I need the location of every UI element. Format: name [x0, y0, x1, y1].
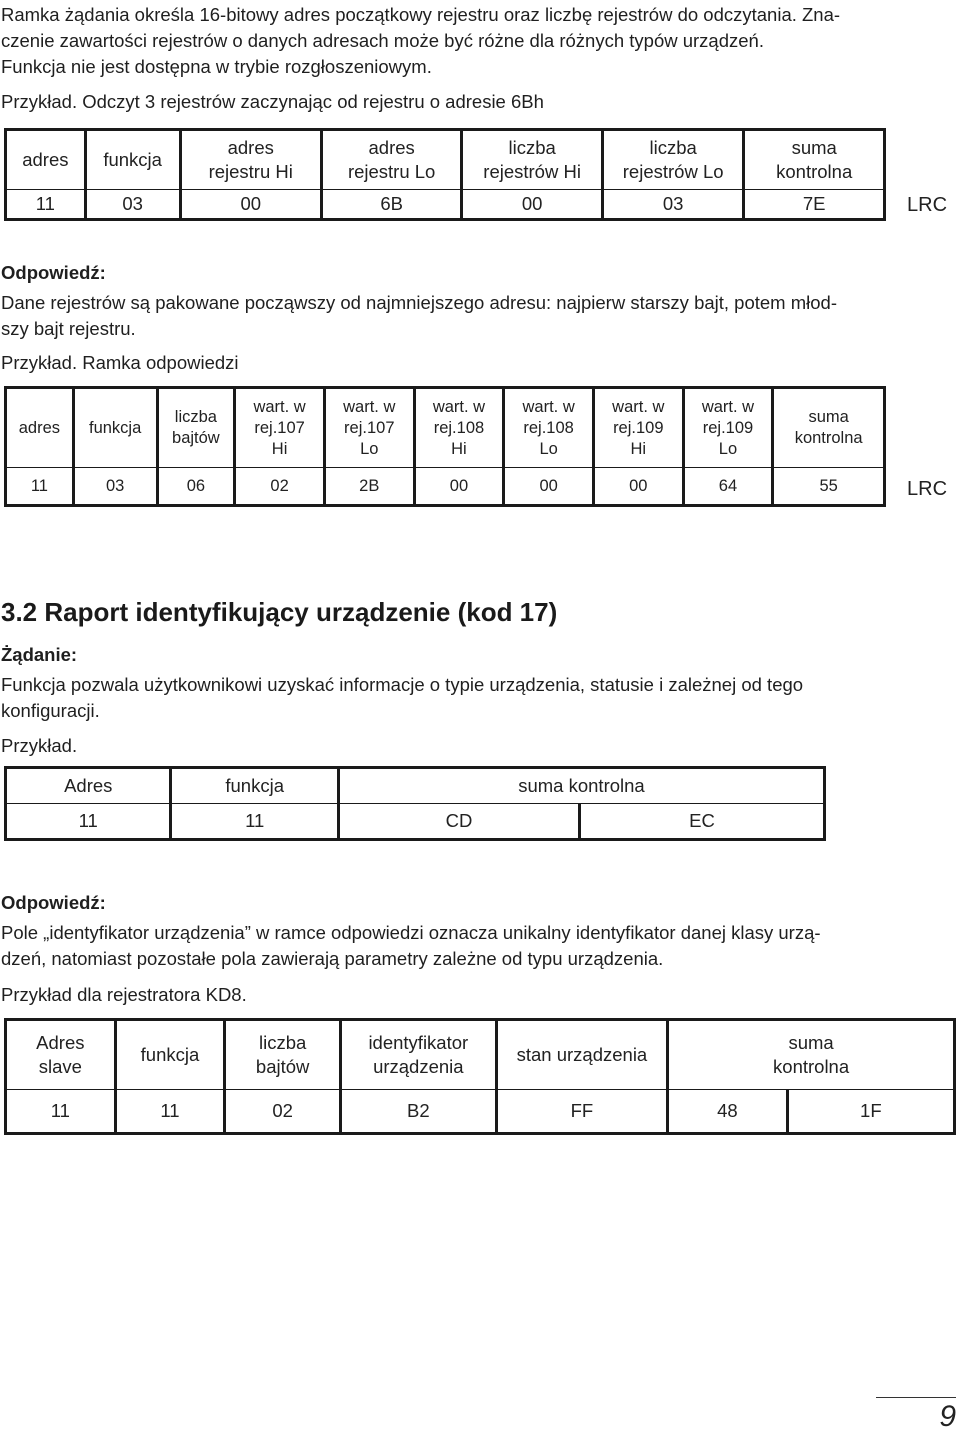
request-heading: Żądanie:: [1, 644, 78, 665]
table-cell: 11: [115, 1090, 225, 1134]
request-paragraph: [1, 672, 959, 724]
table-cell: 64: [683, 468, 773, 506]
table-cell: 7E: [744, 190, 885, 220]
table-header-cell: liczba rejestrów Lo: [602, 130, 744, 190]
id-response-table: [4, 1018, 956, 1135]
table-row: [6, 1090, 955, 1134]
table-header-cell: wart. w rej.108 Lo: [504, 388, 594, 468]
table-cell: 00: [180, 190, 321, 220]
table-header-cell: liczba bajtów: [225, 1020, 341, 1090]
table-cell: 00: [593, 468, 683, 506]
table-cell: 11: [171, 804, 338, 840]
table-header-cell: liczba rejestrów Hi: [462, 130, 603, 190]
table-header-cell: Adres slave: [6, 1020, 116, 1090]
table-cell: 00: [462, 190, 603, 220]
table-header-cell: funkcja: [85, 130, 180, 190]
footer-rule: [876, 1397, 956, 1398]
table-cell: FF: [496, 1090, 668, 1134]
intro-line-1: Ramka żądania określa 16-bitowy adres początkowy rejestru oraz liczbę rejestrów do odczytania. Zna-: [1, 4, 841, 25]
intro-paragraph: [1, 2, 959, 80]
table-header-cell: wart. w rej.107 Hi: [235, 388, 325, 468]
table-header-cell: funkcja: [73, 388, 157, 468]
example-text: Odczyt 3 rejestrów zaczynając od rejestru o adresie 6Bh: [77, 91, 544, 112]
table-cell: 2B: [324, 468, 414, 506]
intro-line-2: czenie zawartości rejestrów o danych adresach może być różne dla różnych typów urządzeń.: [1, 30, 764, 51]
table-cell: 11: [6, 804, 171, 840]
table-row: [6, 468, 885, 506]
response-line-1: Dane rejestrów są pakowane począwszy od najmniejszego adresu: najpierw starszy bajt, potem młod-: [1, 292, 837, 313]
table-header-cell: identyfikator urządzenia: [340, 1020, 496, 1090]
response-paragraph: [1, 290, 959, 342]
table-row: [6, 190, 885, 220]
table-cell: 03: [73, 468, 157, 506]
table-header-cell: Adres: [6, 768, 171, 804]
request-example-label: Przykład.: [1, 735, 78, 756]
table-cell: 6B: [321, 190, 461, 220]
request-line-1: Funkcja pozwala użytkownikowi uzyskać informacje o typie urządzenia, statusie i zależnej od tego: [1, 674, 804, 695]
response-line-2: dzeń, natomiast pozostałe pola zawierają parametry zależne od typu urządzenia.: [1, 948, 664, 969]
table-header-cell: funkcja: [115, 1020, 225, 1090]
table-header-cell: adres: [6, 130, 86, 190]
table-cell: 03: [85, 190, 180, 220]
table-header-cell: wart. w rej.108 Hi: [414, 388, 504, 468]
table-cell: CD: [338, 804, 579, 840]
section-title: 3.2 Raport identyfikujący urządzenie (kod 17): [1, 597, 558, 627]
lrc-label: LRC: [907, 478, 948, 500]
request-line-2: konfiguracji.: [1, 700, 100, 721]
table-header-cell: suma kontrolna: [668, 1020, 955, 1090]
table-header-cell: suma kontrolna: [338, 768, 824, 804]
response-paragraph: [1, 920, 959, 972]
table-cell: 11: [6, 190, 86, 220]
table-header-row: [6, 1020, 955, 1090]
request-frame-table: [4, 128, 886, 221]
table-header-cell: adres: [6, 388, 74, 468]
table-row: [6, 804, 825, 840]
response-frame-table: [4, 386, 886, 507]
table-header-cell: wart. w rej.107 Lo: [324, 388, 414, 468]
table-header-row: [6, 768, 825, 804]
table-cell: 11: [6, 1090, 116, 1134]
table-cell: EC: [579, 804, 824, 840]
table-cell: 03: [602, 190, 744, 220]
table-cell: 00: [504, 468, 594, 506]
table-header-cell: suma kontrolna: [744, 130, 885, 190]
response-heading: Odpowiedź:: [1, 262, 106, 283]
id-request-table: [4, 766, 826, 841]
table-cell: 1F: [787, 1090, 954, 1134]
intro-line-3: Funkcja nie jest dostępna w trybie rozgłoszeniowym.: [1, 56, 432, 77]
table-cell: 11: [6, 468, 74, 506]
table-header-cell: liczba bajtów: [157, 388, 235, 468]
example-label: Przykład.: [1, 91, 78, 112]
table-cell: 06: [157, 468, 235, 506]
table-cell: B2: [340, 1090, 496, 1134]
response-line-2: szy bajt rejestru.: [1, 318, 136, 339]
table-header-cell: funkcja: [171, 768, 338, 804]
response-example-label: Przykład. Ramka odpowiedzi: [1, 352, 239, 373]
table-header-cell: adres rejestru Hi: [180, 130, 321, 190]
table-cell: 02: [235, 468, 325, 506]
table-cell: 00: [414, 468, 504, 506]
table-cell: 48: [668, 1090, 788, 1134]
table-header-cell: wart. w rej.109 Hi: [593, 388, 683, 468]
example-line-1: [1, 89, 544, 115]
table-header-cell: suma kontrolna: [773, 388, 885, 468]
table-cell: 55: [773, 468, 885, 506]
table-cell: 02: [225, 1090, 341, 1134]
table-header-row: [6, 388, 885, 468]
response-example-label: Przykład dla rejestratora KD8.: [1, 984, 247, 1005]
table-header-cell: stan urządzenia: [496, 1020, 668, 1090]
table-header-cell: wart. w rej.109 Lo: [683, 388, 773, 468]
response-heading: Odpowiedź:: [1, 892, 106, 913]
page-number: 9: [939, 1400, 956, 1433]
table-header-row: [6, 130, 885, 190]
table-header-cell: adres rejestru Lo: [321, 130, 461, 190]
response-line-1: Pole „identyfikator urządzenia” w ramce odpowiedzi oznacza unikalny identyfikator danej klasy urzą-: [1, 922, 821, 943]
lrc-label: LRC: [907, 194, 948, 216]
